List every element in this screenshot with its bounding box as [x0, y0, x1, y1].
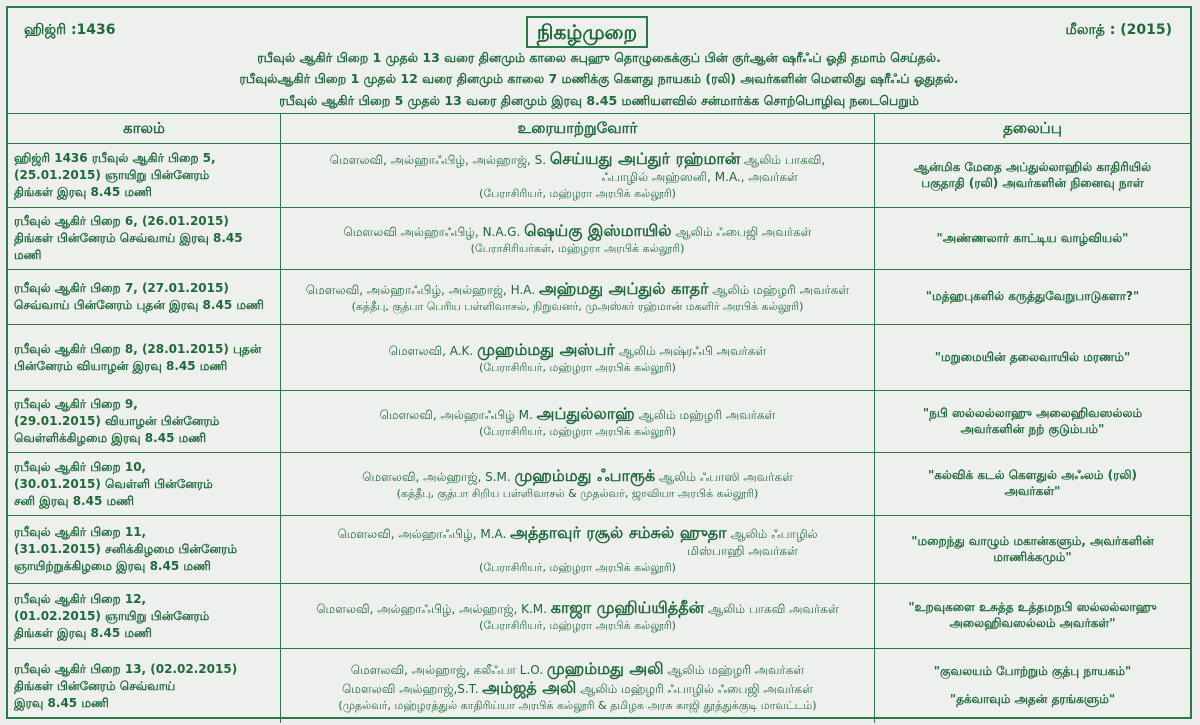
speaker-line — [287, 660, 868, 679]
topic-cell — [875, 325, 1190, 390]
speaker-title: மௌலவி, A.K. — [388, 343, 474, 358]
table-row — [8, 583, 1190, 648]
speaker-name: செய்யது அப்துர் ரஹ்மான் — [549, 149, 741, 168]
time-line: ஹிஜ்ரி 1436 ரபீவுல் ஆகிர் பிறை 5, — [14, 151, 216, 165]
topic-cell — [875, 208, 1190, 269]
speaker-name: அப்துல்லாஹ் — [536, 403, 635, 423]
speaker-cell — [281, 144, 875, 207]
time-line: இரவு 8.45 மணி — [14, 695, 109, 710]
speaker-affiliation: (பேராசிரியர், மஹ்ழரா அரபிக் கல்லூரி) — [479, 424, 676, 438]
speaker-title: மௌலவி, அல்ஹாஃபிழ், அல்ஹாஜ், H.A. — [305, 283, 536, 297]
time-cell — [8, 516, 281, 583]
time-cell — [8, 208, 281, 269]
schedule-note: ரபீவுல் ஆகிர் பிறை 1 முதல் 13 வரை தினமும் காலை சுபுஹு தொழுகைக்குப் பின் குர்ஆன் ஷரீஃப் ஓதி தமாம் செய்தல். — [257, 50, 941, 65]
topic-line: மாணிக்கமும்" — [993, 549, 1072, 564]
time-line: சனி இரவு 8.45 மணி — [14, 493, 134, 508]
milad-year: மீலாத் : (2015) — [1065, 22, 1172, 38]
time-cell — [8, 144, 281, 207]
time-line: ரபீவுல் ஆகிர் பிறை 7, (27.01.2015) — [14, 281, 229, 295]
time-line: ரபீவுல் ஆகிர் பிறை 8, (28.01.2015) புதன் — [14, 341, 262, 356]
time-line: பின்னேரம் வியாழன் இரவு 8.45 மணி — [14, 358, 228, 373]
time-cell — [8, 391, 281, 452]
sheet-header — [8, 8, 1190, 113]
speaker-name: முஹம்மது ஃபாரூக் — [514, 466, 656, 485]
speaker-title: மௌலவி அல்ஹாஃபிழ், N.A.G. — [343, 224, 521, 239]
time-line: (31.01.2015) சனிக்கிழமை பின்னேரம் — [14, 542, 238, 556]
page-title: நிகழ்முறை — [526, 16, 648, 48]
speaker-line — [287, 341, 868, 360]
table-row — [8, 207, 1190, 269]
speaker-degree: ஆலிம் மஹ்ழரி அவர்கள் — [667, 662, 805, 677]
topic-cell — [875, 270, 1190, 324]
speaker-affiliation: (பேராசிரியர், மஹ்ழரா அரபிக் கல்லூரி) — [479, 561, 676, 574]
table-row — [8, 269, 1190, 324]
speaker-title: மௌலவி அல்ஹாஜ்,S.T. — [341, 681, 479, 696]
speaker-degree: ஆலிம் ஃபாழில் — [730, 527, 818, 541]
topic-line: "மத்ஹபுகளில் கருத்துவேறுபாடுகளா?" — [925, 289, 1140, 303]
time-line: ரபீவுல் ஆகிர் பிறை 9, — [14, 397, 138, 411]
speaker-degree: ஆலிம் மஹ்ழரி அவர்கள் — [712, 283, 850, 297]
time-line: திங்கள் இரவு 8.45 மணி — [14, 185, 152, 199]
speaker-name: ஷெய்கு இஸ்மாயில் — [524, 220, 672, 240]
speaker-affiliation: (பேராசிரியர், மஹ்ழரா அரபிக் கல்லூரி) — [479, 619, 676, 632]
speaker-cell — [281, 270, 875, 324]
time-line: திங்கள் பின்னேரம் செவ்வாய் — [14, 678, 176, 693]
speaker-cell — [281, 208, 875, 269]
speaker-cell — [281, 391, 875, 452]
speaker-affiliation: (கத்தீபு, குத்பா சிறிய பள்ளிவாசல் & முதல்வர், ஜாவியா அரபிக் கல்லூரி) — [396, 487, 759, 500]
time-cell — [8, 453, 281, 515]
speaker-degree: ஆலிம் மஹ்ழரி அவர்கள் — [638, 407, 776, 422]
speaker-degree: ஆலிம் அஷ்ரஃபி அவர்கள் — [618, 343, 767, 358]
topic-cell — [875, 453, 1190, 515]
topic-line: "உறவுகளை உசுத்த உத்தமநபி ஸல்லல்லாஹு — [908, 600, 1157, 614]
speaker-name: முஹம்மது அலி — [546, 658, 664, 678]
topic-line: "மறுமையின் தலைவாயில் மரணம்" — [934, 349, 1131, 364]
speaker-degree: ஆலிம் பாகவி அவர்கள் — [707, 602, 839, 616]
table-row — [8, 648, 1190, 723]
topic-cell — [875, 391, 1190, 452]
speaker-line — [287, 679, 868, 698]
speaker-line — [287, 280, 868, 299]
speaker-line — [287, 467, 868, 486]
topic-cell — [875, 649, 1190, 723]
speaker-degree: ஆலிம் பாகவி, — [744, 153, 826, 167]
program-sheet — [6, 6, 1192, 719]
speaker-line — [287, 599, 868, 618]
time-line: ரபீவுல் ஆகிர் பிறை 11, — [14, 525, 147, 539]
speaker-degree: ஆலிம் ஃபைஜி அவர்கள் — [675, 224, 812, 239]
speaker-title: மௌலவி, அல்ஹாஃபிழ் M. — [379, 407, 533, 422]
table-row — [8, 390, 1190, 452]
time-line: ரபீவுல் ஆகிர் பிறை 12, — [14, 591, 147, 606]
speaker-line — [287, 222, 868, 241]
topic-cell — [875, 516, 1190, 583]
time-cell — [8, 270, 281, 324]
speaker-line — [287, 150, 868, 169]
table-row — [8, 324, 1190, 390]
topic-line: அவர்களின் நற் குடும்பம்" — [960, 421, 1105, 436]
topic-line: "தக்வாவும் அதன் தரங்களும்" — [949, 692, 1116, 706]
speaker-line — [287, 524, 868, 543]
time-line: (01.02.2015) ஞாயிறு பின்னேரம் — [14, 608, 210, 623]
time-cell — [8, 325, 281, 390]
topic-line: "நபி ஸல்லல்லாஹு அலைஹிவஸல்லம் — [922, 405, 1143, 420]
time-line: (30.01.2015) வெள்ளி பின்னேரம் — [14, 476, 213, 491]
topic-cell — [875, 584, 1190, 648]
speaker-cell — [281, 584, 875, 648]
time-line: ரபீவுல் ஆகிர் பிறை 6, (26.01.2015) — [14, 214, 229, 228]
speaker-name: அஹ்மது அப்துல் காதர் — [538, 279, 709, 298]
topic-line: ஆன்மிக மேதை அப்துல்லாஹில் காதிரியில் — [913, 159, 1152, 174]
speaker-name: அம்ஜத் அலி — [482, 677, 577, 697]
program-table — [8, 113, 1190, 723]
topic-line: "கல்விக் கடல் கௌதுல் அஃலம் (ரலி) — [927, 468, 1138, 482]
schedule-note: ரபீவுல்ஆகிர் பிறை 1 முதல் 12 வரை தினமும் காலை 7 மணிக்கு கௌது நாயகம் (ரலி) அவர்களின் மௌலிது ஷரீஃப் ஓதுதல். — [239, 71, 959, 86]
speaker-name: காஜா முஹிய்யித்தீன் — [550, 598, 705, 617]
speaker-affiliation: (பேராசிரியர்கள், மஹ்ழரா அரபிக் கல்லூரி) — [470, 241, 685, 255]
speaker-title: மௌலவி, அல்ஹாஃபிழ், அல்ஹாஜ், K.M. — [316, 602, 547, 616]
hijri-year: ஹிஜ்ரி :1436 — [24, 22, 116, 38]
table-row — [8, 515, 1190, 583]
topic-line: அவர்கள்" — [1004, 484, 1061, 498]
time-line: (25.01.2015) ஞாயிறு பின்னேரம் — [14, 168, 210, 182]
topic-line: "குவலயம் போற்றும் குத்பு நாயகம்" — [933, 664, 1132, 678]
topic-line: பகுதாதி (ரலி) அவர்களின் நினைவு நாள் — [921, 175, 1144, 190]
speaker-degree: ஆலிம் ஃபாஸி அவர்கள் — [658, 470, 793, 484]
speaker-title: மௌலவி, அல்ஹாஃபிழ், அல்ஹாஜ், S. — [329, 153, 547, 167]
time-line: திங்கள் பின்னேரம் செவ்வாய் இரவு 8.45 மணி — [14, 231, 243, 262]
speaker-cell — [281, 516, 875, 583]
time-cell — [8, 649, 281, 723]
column-header-time: காலம் — [8, 114, 281, 143]
time-line: வெள்ளிக்கிழமை இரவு 8.45 மணி — [14, 431, 207, 445]
speaker-degree-cont: மிஸ்பாஹி அவர்கள் — [687, 544, 798, 558]
time-line: (29.01.2015) வியாழன் பின்னேரம் — [14, 414, 220, 428]
topic-line: "அண்ணலார் காட்டிய வாழ்வியல்" — [936, 230, 1129, 245]
speaker-name: அத்தாவுர் ரசூல் சம்சுல் ஹுதா — [510, 523, 727, 542]
speaker-title: மௌலவி, அல்ஹாஃபிழ், M.A. — [337, 527, 507, 541]
time-line: ரபீவுல் ஆகிர் பிறை 13, (02.02.2015) — [14, 661, 238, 676]
speaker-affiliation: (பேராசிரியர், மஹ்ழரா அரபிக் கல்லூரி) — [479, 360, 676, 374]
speaker-title: மௌலவி, அல்ஹாஜ், S.M. — [362, 470, 511, 484]
time-line: திங்கள் இரவு 8.45 மணி — [14, 625, 152, 640]
table-row — [8, 452, 1190, 515]
column-header-topic: தலைப்பு — [1003, 118, 1062, 137]
speaker-cell — [281, 649, 875, 723]
topic-cell — [875, 144, 1190, 207]
speaker-degree-cont: ஃபாழில் அஹ்ஸனி, M.A., அவர்கள் — [601, 170, 798, 184]
column-header-speakers: உரையாற்றுவோர் — [281, 114, 875, 143]
time-cell — [8, 584, 281, 648]
time-line: ரபீவுல் ஆகிர் பிறை 10, — [14, 459, 147, 474]
speaker-cell — [281, 453, 875, 515]
speaker-affiliation: (கத்தீபு, குத்பா பெரிய பள்ளிவாசல், நிறுவனர், முஅஸ்கர் ரஹ்மான் மகளிர் அரபிக் கல்லூரி) — [351, 300, 804, 313]
table-row — [8, 143, 1190, 207]
time-line: செவ்வாய் பின்னேரம் புதன் இரவு 8.45 மணி — [14, 298, 264, 312]
topic-line: அலைஹிவஸல்லம் அவர்கள்" — [949, 616, 1116, 630]
schedule-note: ரபீவுல் ஆகிர் பிறை 5 முதல் 13 வரை தினமும் இரவு 8.45 மணியளவில் சன்மார்க்க சொற்பொழிவு நடைபெறும் — [279, 93, 919, 108]
speaker-affiliation: (பேராசிரியர், மஹ்ழரா அரபிக் கல்லூரி) — [479, 187, 676, 200]
speaker-affiliation: (முதல்வர், மஹ்ழரத்துல் காதிரிய்யா அரபிக் கல்லூரி & தமிழக அரசு காஜி தூத்துக்குடி மாவட்டம்) — [338, 698, 817, 712]
speaker-name: முஹம்மது அஸ்பர் — [477, 339, 615, 359]
speaker-degree: ஆலிம் மஹ்ழரி ஃபாழில் ஃபைஜி அவர்கள் — [580, 681, 814, 696]
speaker-cell — [281, 325, 875, 390]
speaker-title: மௌலவி, அல்ஹாஜ், கலீஃபா L.O. — [350, 662, 544, 677]
time-line: ஞாயிற்றுக்கிழமை இரவு 8.45 மணி — [14, 559, 211, 573]
speaker-line — [287, 405, 868, 424]
table-header-row — [8, 113, 1190, 143]
topic-line: "மறைந்து வாழும் மகான்களும், அவர்களின் — [911, 533, 1154, 548]
